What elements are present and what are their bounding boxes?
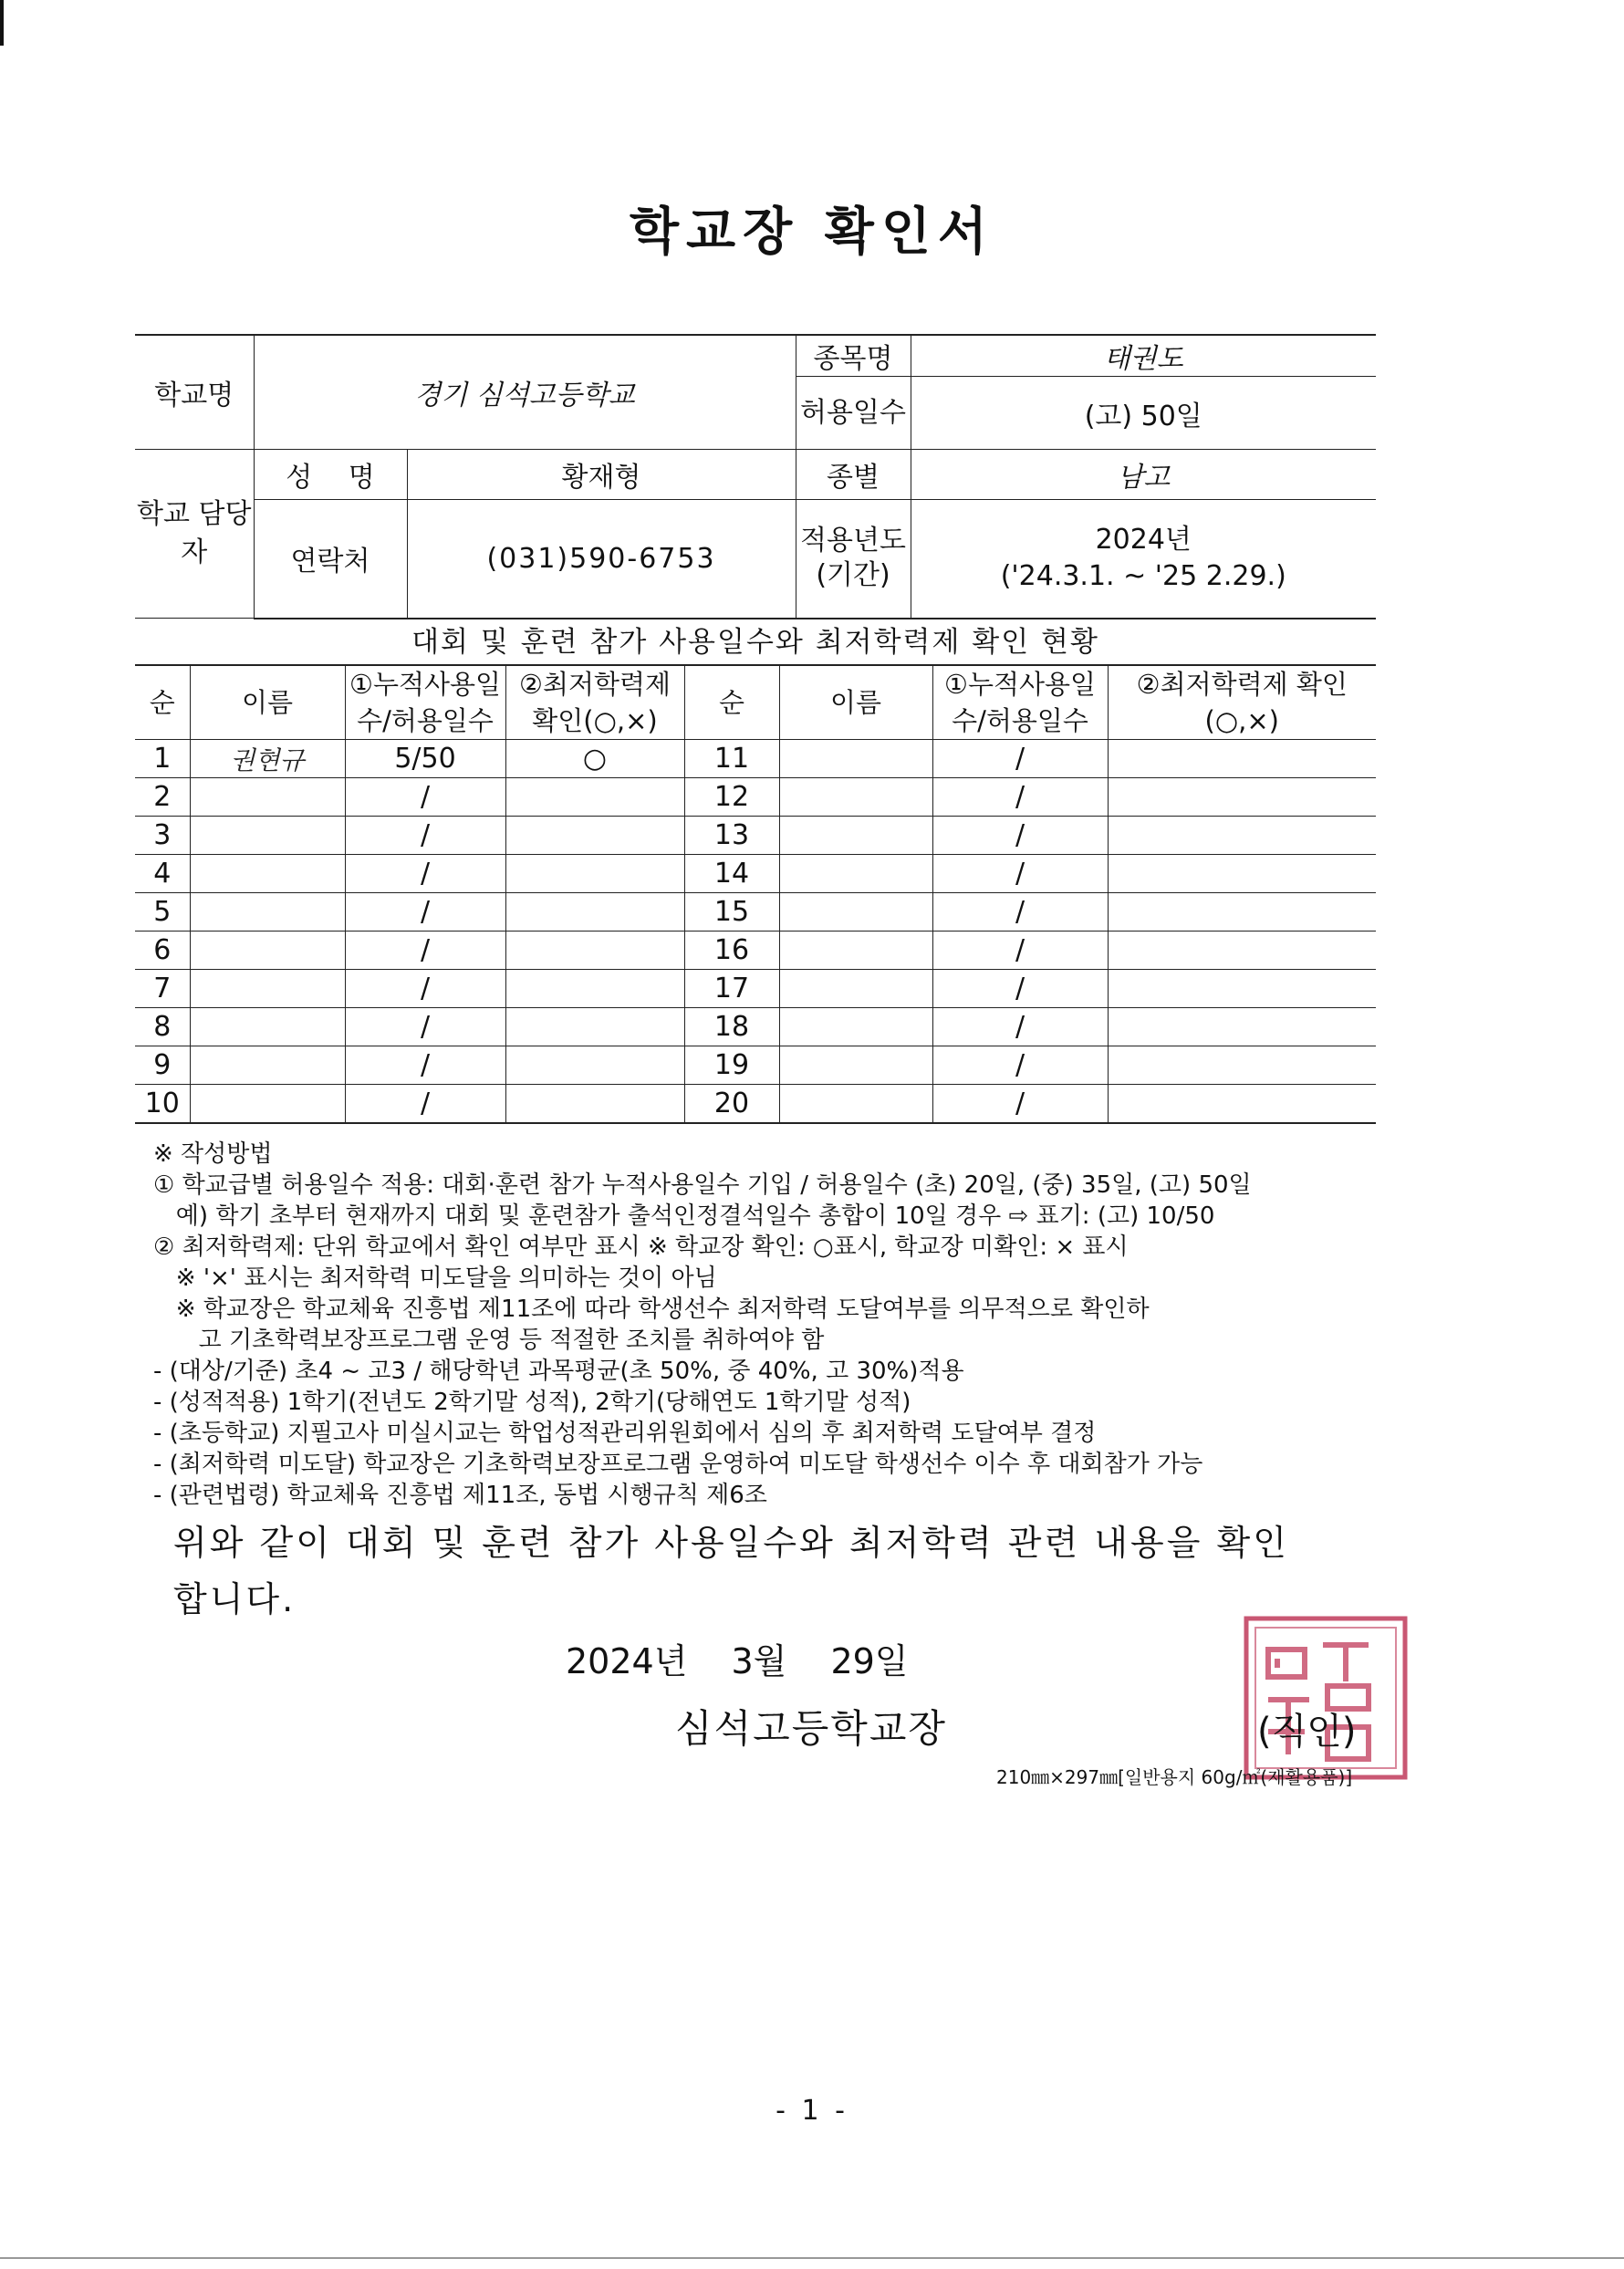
gender-label: 종별 bbox=[796, 450, 911, 500]
issue-date: 2024년 3월 29일 bbox=[566, 1641, 909, 1681]
row-no: 2 bbox=[135, 778, 190, 817]
row-no: 9 bbox=[135, 1046, 190, 1085]
note-line: - (초등학교) 지필고사 미실시교는 학업성적관리위원회에서 심의 후 최저학력 도달여부 결정 bbox=[153, 1420, 1097, 1447]
name-value: 황재형 bbox=[407, 450, 796, 500]
row-min-2 bbox=[1108, 1085, 1376, 1124]
row-name bbox=[190, 817, 345, 855]
row-min bbox=[505, 855, 684, 893]
row-days: 5/50 bbox=[345, 740, 505, 778]
row-no-2: 19 bbox=[684, 1046, 779, 1085]
row-no-2: 17 bbox=[684, 970, 779, 1008]
row-no-2: 14 bbox=[684, 855, 779, 893]
row-min bbox=[505, 817, 684, 855]
allowed-label: 허용일수 bbox=[796, 377, 911, 450]
row-days-2: / bbox=[932, 817, 1108, 855]
row-min-2 bbox=[1108, 855, 1376, 893]
note-line: - (관련법령) 학교체육 진흥법 제11조, 동법 시행규칙 제6조 bbox=[153, 1482, 767, 1509]
row-min-2 bbox=[1108, 1008, 1376, 1046]
table-row bbox=[135, 1046, 1376, 1085]
sport-value: 태권도 bbox=[911, 335, 1376, 377]
row-name-2 bbox=[779, 855, 932, 893]
row-days: / bbox=[345, 970, 505, 1008]
row-name-2 bbox=[779, 970, 932, 1008]
row-no: 1 bbox=[135, 740, 190, 778]
instructions bbox=[153, 1139, 1376, 1511]
table-row bbox=[135, 778, 1376, 817]
table-row bbox=[135, 855, 1376, 893]
row-days-2: / bbox=[932, 740, 1108, 778]
row-min-2 bbox=[1108, 1046, 1376, 1085]
row-name-2 bbox=[779, 1085, 932, 1124]
row-name-2 bbox=[779, 932, 932, 970]
official-seal-icon bbox=[1241, 1613, 1411, 1783]
row-no: 5 bbox=[135, 893, 190, 932]
year-value: 2024년 bbox=[1095, 524, 1192, 557]
row-min bbox=[505, 1008, 684, 1046]
paper-spec: 210㎜×297㎜[일반용지 60g/㎡(재활용품)] bbox=[996, 1766, 1353, 1788]
year-label: 적용년도 (기간) bbox=[796, 500, 911, 619]
row-min-2 bbox=[1108, 970, 1376, 1008]
allowed-value: (고) 50일 bbox=[911, 377, 1376, 450]
row-no-2: 15 bbox=[684, 893, 779, 932]
note-line: - (성적적용) 1학기(전년도 2학기말 성적), 2학기(당해연도 1학기말 성적) bbox=[153, 1389, 911, 1416]
col-days-2: ①누적사용일수/허용일수 bbox=[932, 665, 1108, 740]
row-name bbox=[190, 778, 345, 817]
participation-table bbox=[135, 664, 1376, 1124]
row-days: / bbox=[345, 1008, 505, 1046]
row-days-2: / bbox=[932, 1008, 1108, 1046]
row-name-2 bbox=[779, 817, 932, 855]
row-no-2: 12 bbox=[684, 778, 779, 817]
col-min-2: ②최저학력제 확인(○,×) bbox=[1108, 665, 1376, 740]
staff-label: 학교 담당자 bbox=[135, 450, 254, 619]
table-row bbox=[135, 1008, 1376, 1046]
row-no: 6 bbox=[135, 932, 190, 970]
row-no-2: 18 bbox=[684, 1008, 779, 1046]
row-name-2 bbox=[779, 740, 932, 778]
seal-label: (직인) bbox=[1257, 1711, 1357, 1753]
row-no: 8 bbox=[135, 1008, 190, 1046]
table-row bbox=[135, 817, 1376, 855]
row-days: / bbox=[345, 855, 505, 893]
table-row bbox=[135, 970, 1376, 1008]
row-days: / bbox=[345, 932, 505, 970]
row-min-2 bbox=[1108, 778, 1376, 817]
table-row bbox=[135, 932, 1376, 970]
row-no: 4 bbox=[135, 855, 190, 893]
confirmation-text bbox=[173, 1514, 1378, 1628]
row-min bbox=[505, 970, 684, 1008]
table-row bbox=[135, 893, 1376, 932]
note-line: ※ 작성방법 bbox=[153, 1140, 273, 1168]
row-name bbox=[190, 970, 345, 1008]
row-days-2: / bbox=[932, 855, 1108, 893]
row-days: / bbox=[345, 1046, 505, 1085]
name-label: 성 명 bbox=[254, 450, 407, 500]
scan-edge-mark bbox=[0, 0, 4, 46]
note-line: ※ 학교장은 학교체육 진흥법 제11조에 따라 학생선수 최저학력 도달여부를 의무적으로 확인하 bbox=[153, 1296, 1150, 1323]
row-name bbox=[190, 932, 345, 970]
row-days: / bbox=[345, 1085, 505, 1124]
row-name bbox=[190, 893, 345, 932]
row-no-2: 16 bbox=[684, 932, 779, 970]
note-line: ※ '×' 표시는 최저학력 미도달을 의미하는 것이 아님 bbox=[153, 1265, 717, 1292]
table-row bbox=[135, 740, 1376, 778]
row-min: ○ bbox=[505, 740, 684, 778]
row-name-2 bbox=[779, 893, 932, 932]
note-line: ② 최저학력제: 단위 학교에서 확인 여부만 표시 ※ 학교장 확인: ○표시, 학교장 미확인: × 표시 bbox=[153, 1233, 1129, 1261]
note-line: - (최저학력 미도달) 학교장은 기초학력보장프로그램 운영하여 미도달 학생선수 이수 후 대회참가 가능 bbox=[153, 1451, 1203, 1478]
row-no: 10 bbox=[135, 1085, 190, 1124]
signer-name: 심석고등학교장 bbox=[675, 1706, 948, 1751]
col-name: 이름 bbox=[190, 665, 345, 740]
row-name-2 bbox=[779, 778, 932, 817]
row-days-2: / bbox=[932, 778, 1108, 817]
confirm-line-1: 위와 같이 대회 및 훈련 참가 사용일수와 최저학력 관련 내용을 확인 bbox=[173, 1523, 1289, 1563]
row-name: 권현규 bbox=[190, 740, 345, 778]
scan-bottom-edge bbox=[0, 2257, 1624, 2259]
row-days: / bbox=[345, 817, 505, 855]
gender-value: 남고 bbox=[911, 450, 1376, 500]
note-line: 예) 학기 초부터 현재까지 대회 및 훈련참가 출석인정결석일수 총합이 10일 경우 ⇨ 표기: (고) 10/50 bbox=[153, 1202, 1215, 1230]
table-row bbox=[135, 1085, 1376, 1124]
note-line: - (대상/기준) 초4 ~ 고3 / 해당학년 과목평균(초 50%, 중 40%, 고 30%)적용 bbox=[153, 1358, 964, 1385]
school-label: 학교명 bbox=[135, 335, 254, 450]
row-min bbox=[505, 1046, 684, 1085]
page-number: - 1 - bbox=[776, 2095, 848, 2127]
row-min-2 bbox=[1108, 740, 1376, 778]
row-min bbox=[505, 893, 684, 932]
row-name bbox=[190, 855, 345, 893]
row-name bbox=[190, 1046, 345, 1085]
school-value: 경기 심석고등학교 bbox=[254, 335, 796, 450]
row-min-2 bbox=[1108, 932, 1376, 970]
row-min bbox=[505, 1085, 684, 1124]
col-no: 순 bbox=[135, 665, 190, 740]
row-name bbox=[190, 1008, 345, 1046]
row-no: 3 bbox=[135, 817, 190, 855]
note-line: 고 기초학력보장프로그램 운영 등 적절한 조치를 취하여야 함 bbox=[153, 1327, 825, 1354]
row-days-2: / bbox=[932, 1046, 1108, 1085]
col-no-2: 순 bbox=[684, 665, 779, 740]
row-no: 7 bbox=[135, 970, 190, 1008]
year-cell bbox=[911, 500, 1376, 619]
row-days-2: / bbox=[932, 932, 1108, 970]
row-no-2: 13 bbox=[684, 817, 779, 855]
row-days-2: / bbox=[932, 1085, 1108, 1124]
row-min bbox=[505, 932, 684, 970]
row-no-2: 20 bbox=[684, 1085, 779, 1124]
row-days: / bbox=[345, 778, 505, 817]
col-name-2: 이름 bbox=[779, 665, 932, 740]
row-no-2: 11 bbox=[684, 740, 779, 778]
info-table bbox=[135, 334, 1376, 619]
note-line: ① 학교급별 허용일수 적용: 대회·훈련 참가 누적사용일수 기입 / 허용일수 (초) 20일, (중) 35일, (고) 50일 bbox=[153, 1171, 1252, 1199]
row-name-2 bbox=[779, 1008, 932, 1046]
page-title: 학교장 확인서 bbox=[629, 203, 995, 262]
period-value: ('24.3.1. ~ '25 2.29.) bbox=[1000, 560, 1286, 593]
row-name-2 bbox=[779, 1046, 932, 1085]
confirm-line-2: 합니다. bbox=[173, 1579, 297, 1619]
contact-label: 연락처 bbox=[254, 500, 407, 619]
row-days-2: / bbox=[932, 893, 1108, 932]
sport-label: 종목명 bbox=[796, 335, 911, 377]
row-min-2 bbox=[1108, 893, 1376, 932]
row-min bbox=[505, 778, 684, 817]
row-min-2 bbox=[1108, 817, 1376, 855]
row-days-2: / bbox=[932, 970, 1108, 1008]
contact-value: (031)590-6753 bbox=[407, 500, 796, 619]
col-days: ①누적사용일수/허용일수 bbox=[345, 665, 505, 740]
table-title: 대회 및 훈련 참가 사용일수와 최저학력제 확인 현황 bbox=[411, 626, 1099, 659]
col-min: ②최저학력제 확인(○,×) bbox=[505, 665, 684, 740]
row-name bbox=[190, 1085, 345, 1124]
row-days: / bbox=[345, 893, 505, 932]
